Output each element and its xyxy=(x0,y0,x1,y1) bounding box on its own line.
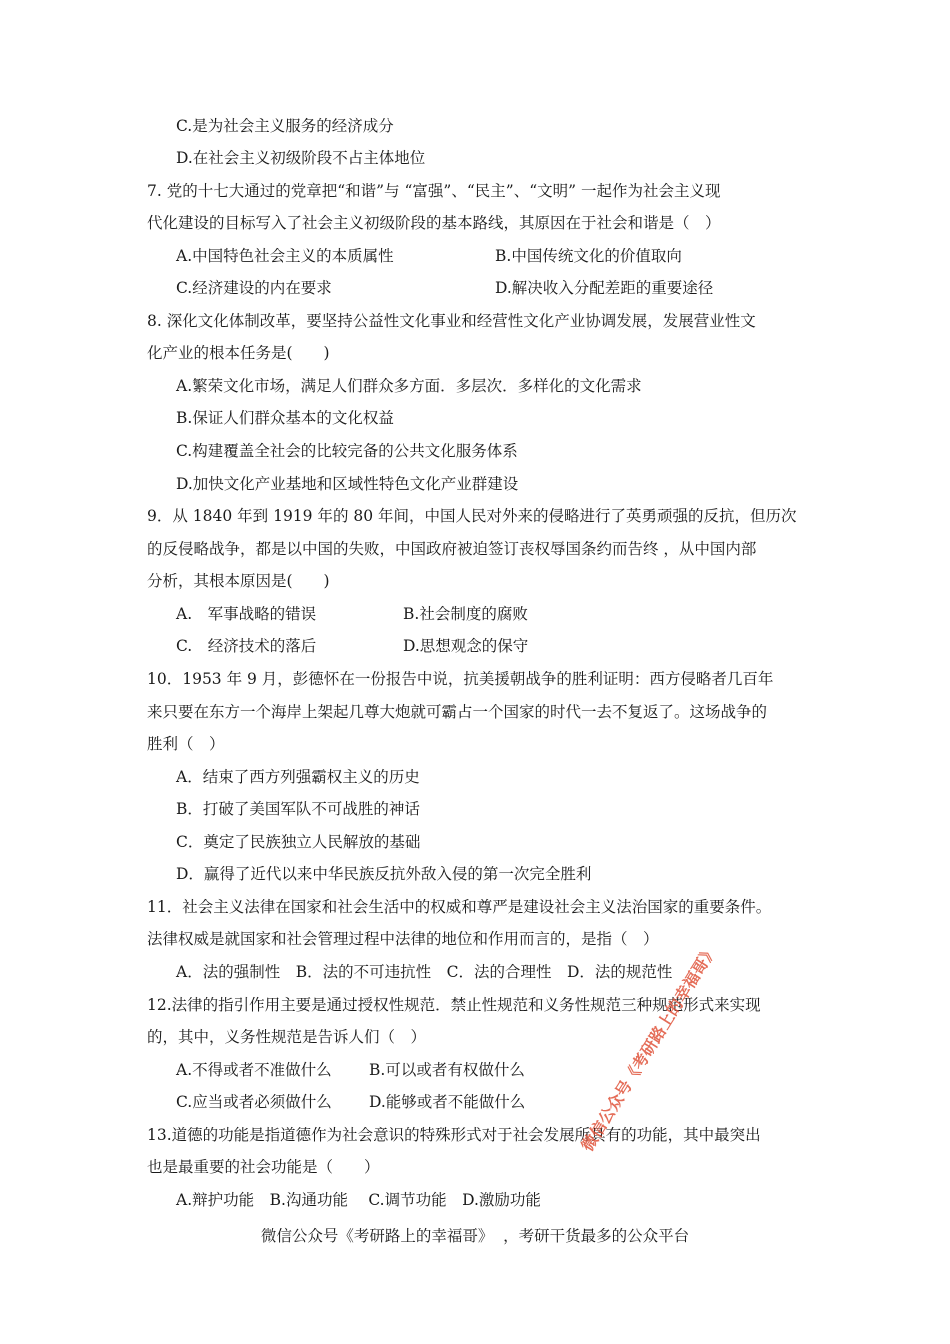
q10-stem-line2: 来只要在东方一个海岸上架起几尊大炮就可霸占一个国家的时代一去不复返了。这场战争的 xyxy=(147,703,768,721)
q9-stem-line3: 分析，其根本原因是( ) xyxy=(147,572,330,590)
page-footer: 微信公众号《考研路上的幸福哥》 ，考研干货最多的公众平台 xyxy=(260,1227,690,1245)
q8-option-d: D.加快文化产业基地和区域性特色文化产业群建设 xyxy=(176,475,519,493)
q13-stem-line1: 13.道德的功能是指道德作为社会意识的特殊形式对于社会发展所具有的功能，其中最突出 xyxy=(147,1126,761,1144)
q10-stem-line1: 10．1953 年 9 月，彭德怀在一份报告中说，抗美援朝战争的胜利证明：西方侵略者几百年 xyxy=(147,670,774,688)
prev-option-d: D.在社会主义初级阶段不占主体地位 xyxy=(176,149,426,167)
q7-stem-line1: 7. 党的十七大通过的党章把“和谐”与 “富强”、“民主”、“文明” 一起作为社会主义现 xyxy=(147,182,721,200)
q7-option-b: B.中国传统文化的价值取向 xyxy=(495,247,682,265)
q10-option-a: A．结束了西方列强霸权主义的历史 xyxy=(176,768,420,786)
q10-option-b: B．打破了美国军队不可战胜的神话 xyxy=(176,800,420,818)
q12-stem-line1: 12.法律的指引作用主要是通过授权性规范．禁止性规范和义务性规范三种规范形式来实现 xyxy=(147,996,761,1014)
watermark: 微信公众号《考研路上的幸福哥》 xyxy=(577,941,721,1155)
q10-option-d: D．赢得了近代以来中华民族反抗外敌入侵的第一次完全胜利 xyxy=(176,865,592,883)
q8-option-c: C.构建覆盖全社会的比较完备的公共文化服务体系 xyxy=(176,442,518,460)
prev-option-c: C.是为社会主义服务的经济成分 xyxy=(176,117,394,135)
q9-stem-line2: 的反侵略战争，都是以中国的失败，中国政府被迫签订丧权辱国条约而告终 ，从中国内部 xyxy=(147,540,757,558)
q11-options: A．法的强制性 B．法的不可违抗性 C．法的合理性 D．法的规范性 xyxy=(176,963,673,981)
q9-option-c: C. 经济技术的落后 xyxy=(176,637,317,655)
q8-option-a: A.繁荣文化市场，满足人们群众多方面．多层次．多样化的文化需求 xyxy=(176,377,642,395)
q12-option-a: A.不得或者不准做什么 xyxy=(176,1061,332,1079)
q10-option-c: C．奠定了民族独立人民解放的基础 xyxy=(176,833,421,851)
q9-option-d: D.思想观念的保守 xyxy=(403,637,529,655)
q11-stem-line2: 法律权威是就国家和社会管理过程中法律的地位和作用而言的，是指（ ） xyxy=(147,930,659,948)
q8-stem-line2: 化产业的根本任务是( ) xyxy=(147,344,330,362)
q12-option-c: C.应当或者必须做什么 xyxy=(176,1093,332,1111)
q10-stem-line3: 胜利（ ） xyxy=(147,735,225,753)
q7-option-a: A.中国特色社会主义的本质属性 xyxy=(176,247,394,265)
q7-option-c: C.经济建设的内在要求 xyxy=(176,279,332,297)
q8-option-b: B.保证人们群众基本的文化权益 xyxy=(176,409,394,427)
q12-stem-line2: 的，其中，义务性规范是告诉人们（ ） xyxy=(147,1028,427,1046)
q9-option-a: A. 军事战略的错误 xyxy=(176,605,317,623)
q12-option-b: B.可以或者有权做什么 xyxy=(369,1061,525,1079)
q8-stem-line1: 8. 深化文化体制改革，要坚持公益性文化事业和经营性文化产业协调发展，发展营业性文 xyxy=(147,312,756,330)
q7-option-d: D.解决收入分配差距的重要途径 xyxy=(495,279,714,297)
q7-stem-line2: 代化建设的目标写入了社会主义初级阶段的基本路线，其原因在于社会和谐是（ ） xyxy=(147,214,721,232)
q11-stem-line1: 11．社会主义法律在国家和社会生活中的权威和尊严是建设社会主义法治国家的重要条件。 xyxy=(147,898,772,916)
q13-stem-line2: 也是最重要的社会功能是（ ） xyxy=(147,1158,380,1176)
q9-option-b: B.社会制度的腐败 xyxy=(403,605,528,623)
q9-stem-line1: 9．从 1840 年到 1919 年的 80 年间，中国人民对外来的侵略进行了英勇顽强的反抗，但历次 xyxy=(147,507,797,525)
q13-options: A.辩护功能 B.沟通功能 C.调节功能 D.激励功能 xyxy=(176,1191,541,1209)
q12-option-d: D.能够或者不能做什么 xyxy=(369,1093,526,1111)
